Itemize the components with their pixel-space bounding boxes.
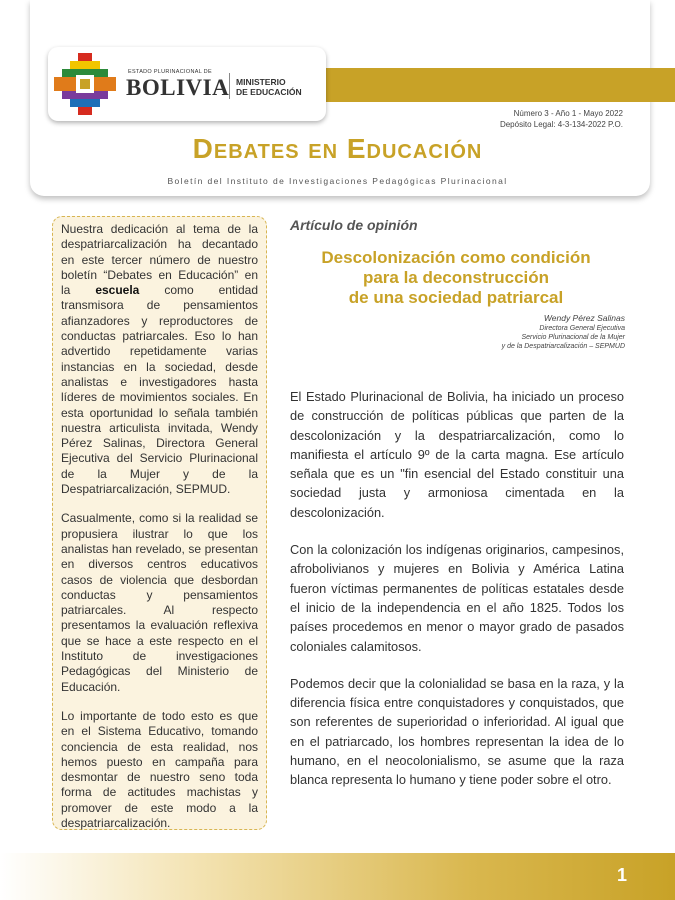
page-number: 1 <box>616 865 627 885</box>
editorial-bold-word: escuela <box>95 283 140 298</box>
issue-info <box>500 108 623 130</box>
article-title: Descolonización como condición para la deconstrucción de una sociedad patriarcal <box>321 248 591 307</box>
logo-bolivia-text: BOLIVIA <box>126 75 230 100</box>
editorial-box <box>52 216 267 830</box>
editorial-paragraph: Nuestra dedicación al tema de la despatriarcalización ha decantado en este tercer número de nuestro boletín “Debates en Educación” en la escuela como entidad transmisora de pensamientos afianzadores y reproductores de conductas patriarcales. Eso lo han advertido repetidamente varias instancias en la sociedad, desde analistas e investigadores hasta líderes de movimientos sociales. En esta oportunidad lo señala también nuestra articulista invitada, Wendy Pérez Salinas, Directora General Ejecutiva del Servicio Plurinacional de la Mujer y de la Despatriarcalización, SEPMUD. <box>61 222 258 497</box>
editorial-paragraph: Casualmente, como si la realidad se propusiera ilustrar lo que los analistas han revelado, se presentan en diversos centros educativos casos de violencia que desbordan conductas y pensamientos patriarcales. Al respecto presentamos la evaluación reflexiva que se hace a este respecto en el Instituto de investigaciones Pedagógicas del Ministerio de Educación. <box>61 511 258 694</box>
article-paragraph: Con la colonización los indígenas originarios, campesinos, afrobolivianos y mujeres en Bolivia y América Latina fueron víctimas permanentes de políticas estatales desde el inicio de la independencia en el año 1825. Todos los países procedemos en menor o mayor grado de pasados coloniales calamitosos. <box>290 542 624 654</box>
magazine-title: Debates en Educación <box>192 133 483 164</box>
bolivia-emblem-icon <box>54 53 116 115</box>
logo-state-text: ESTADO PLURINACIONAL DE <box>128 69 212 75</box>
article-body <box>290 387 624 808</box>
author-name: Wendy Pérez Salinas <box>543 313 625 323</box>
magazine-subtitle: Boletín del Instituto de Investigaciones Pedagógicas Plurinacional <box>167 176 508 186</box>
section-label: Artículo de opinión <box>290 217 418 233</box>
ministry-logo <box>48 47 326 121</box>
author-role: y de la Despatriarcalización – SEPMUD <box>501 343 625 350</box>
legal-deposit: Depósito Legal: 4-3-134-2022 P.O. <box>499 120 623 129</box>
logo-divider <box>229 73 230 99</box>
author-role: Servicio Plurinacional de la Mujer <box>521 334 625 341</box>
author-block <box>502 313 625 351</box>
editorial-paragraph: Lo importante de todo esto es que en el Sistema Educativo, tomando conciencia de esta realidad, nos hemos puesto en campaña para desmontar de nuestro seno toda forma de actitudes machistas y promover de este modo a la despatriarcalización. <box>61 708 258 830</box>
ministry-name: MINISTERIO DE EDUCACIÓN <box>236 77 302 97</box>
author-role: Directora General Ejecutiva <box>539 325 625 332</box>
article-paragraph: El Estado Plurinacional de Bolivia, ha iniciado un proceso de construcción de políticas públicas que parten de la descolonización y la despatriarcalización, como lo manifiesta el artículo 9º de la carta magna. Ese artículo señala que es un "fin esencial del Estado constituir una sociedad justa y armoniosa cimentada en la descolonización. <box>290 389 624 520</box>
header-gold-band <box>320 68 675 102</box>
page-footer <box>0 853 675 900</box>
issue-number: Número 3 - Año 1 - Mayo 2022 <box>513 109 623 118</box>
article-paragraph: Podemos decir que la colonialidad se basa en la raza, y la diferencia física entre conquistadores y conquistados, que son referentes de superioridad o inferioridad. Al igual que en el patriarcado, los hombres representan la idea de lo humano, en el neocolonialismo, se asume que la raza blanca representa lo humano y tiene poder sobre el otro. <box>290 675 624 788</box>
